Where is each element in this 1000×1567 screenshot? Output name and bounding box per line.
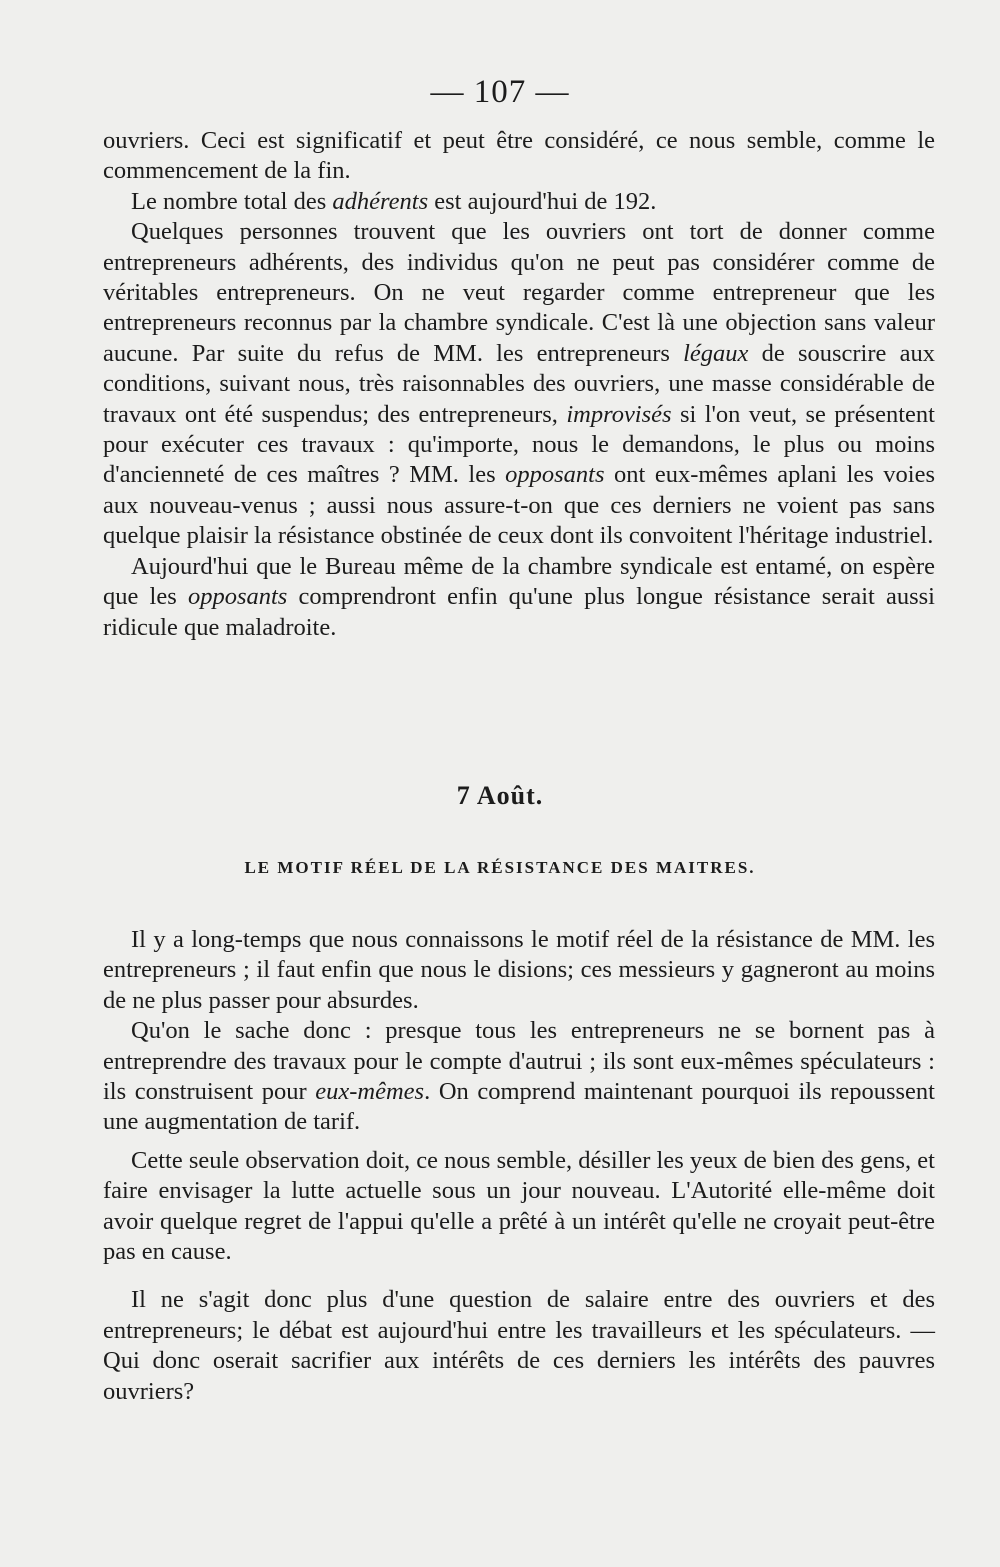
- paragraph-text: comprendront enfin qu'une plus longue résistance serait aussi ridicule que maladroite.: [103, 583, 935, 641]
- paragraph-text: Quelques personnes trouvent que les ouvriers ont tort de donner comme entrepreneurs adhérents, des individus qu'on ne peut pas considérer comme de véritables entrepreneurs. On ne veut regarder comme entrepreneur que les entrepreneurs reconnus par la chambre syndicale. C'est là une objection sans valeur aucune. Par suite du refus de MM. les entrepreneurs: [103, 218, 935, 367]
- italic-term: opposants: [187, 583, 288, 611]
- paragraph: [103, 1285, 935, 1407]
- paragraph-text: Il y a long-temps que nous connaissons le motif réel de la résistance de MM. les entrepreneurs ; il faut enfin que nous le disions; ces messieurs y gagneront au moins de ne plus passer pour absurdes.: [103, 926, 935, 1014]
- paragraph-text: de souscrire aux conditions, suivant nous, très raisonnables des ouvriers, une masse considérable de travaux ont été suspendus; des entrepreneurs,: [103, 339, 935, 428]
- italic-term: opposants: [505, 461, 605, 489]
- page-number: — 107 —: [430, 74, 570, 110]
- paragraph-text: ouvriers. Ceci est significatif et peut être considéré, ce nous semble, comme le commencement de la fin.: [103, 127, 935, 185]
- section-title: LE MOTIF RÉEL DE LA RÉSISTANCE DES MAITRES.: [244, 858, 756, 877]
- paragraph: [103, 925, 935, 1016]
- text-block-top: [103, 126, 935, 643]
- text-block-bottom: [103, 925, 935, 1407]
- paragraph-text: Il ne s'agit donc plus d'une question de salaire entre des ouvriers et des entrepreneurs; le débat est aujourd'hui entre les travailleurs et les spéculateurs. — Qui donc oserait sacrifier aux intérêts de ces derniers les intérêts des pauvres ouvriers?: [103, 1286, 935, 1405]
- paragraph: [103, 1146, 935, 1268]
- paragraph-text: est aujourd'hui de 192.: [428, 187, 657, 215]
- italic-term: eux-mêmes: [315, 1078, 425, 1106]
- paragraph-text: Le nombre total des: [131, 187, 333, 215]
- paragraph: [103, 187, 935, 217]
- paragraph-text: Qu'on le sache donc : presque tous les entrepreneurs ne se bornent pas à entreprendre des travaux pour le compte d'autrui ; ils sont eux-mêmes spéculateurs : ils construisent pour: [103, 1017, 935, 1106]
- paragraph-text: ont eux-mêmes aplani les voies aux nouveau-venus ; aussi nous assure-t-on que ces derniers ne voient pas sans quelque plaisir la résistance obstinée de ceux dont ils convoitent l'héritage industriel.: [103, 461, 936, 550]
- paragraph: [103, 552, 935, 643]
- paragraph: [103, 217, 935, 551]
- italic-term: adhérents: [332, 187, 429, 215]
- paragraph: [103, 126, 935, 187]
- paragraph-text: si l'on veut, se présentent pour exécuter ces travaux : qu'importe, nous le demandons, le plus ou moins d'ancienneté de ces maîtres ? MM. les: [103, 400, 935, 489]
- date-heading: 7 Août.: [456, 781, 544, 810]
- paragraph: [103, 1016, 935, 1138]
- paragraph-text: Cette seule observation doit, ce nous semble, désiller les yeux de bien des gens, et faire envisager la lutte actuelle sous un jour nouveau. L'Autorité elle-même doit avoir quelque regret de l'appui qu'elle a prêté à un intérêt qu'elle ne croyait peut-être pas en cause.: [103, 1146, 935, 1266]
- italic-term: improvisés: [566, 400, 672, 428]
- paragraph-text: . On comprend maintenant pourquoi ils repoussent une augmentation de tarif.: [103, 1078, 935, 1136]
- italic-term: légaux: [683, 339, 749, 367]
- paragraph-text: Aujourd'hui que le Bureau même de la chambre syndicale est entamé, on espère que les: [103, 552, 935, 611]
